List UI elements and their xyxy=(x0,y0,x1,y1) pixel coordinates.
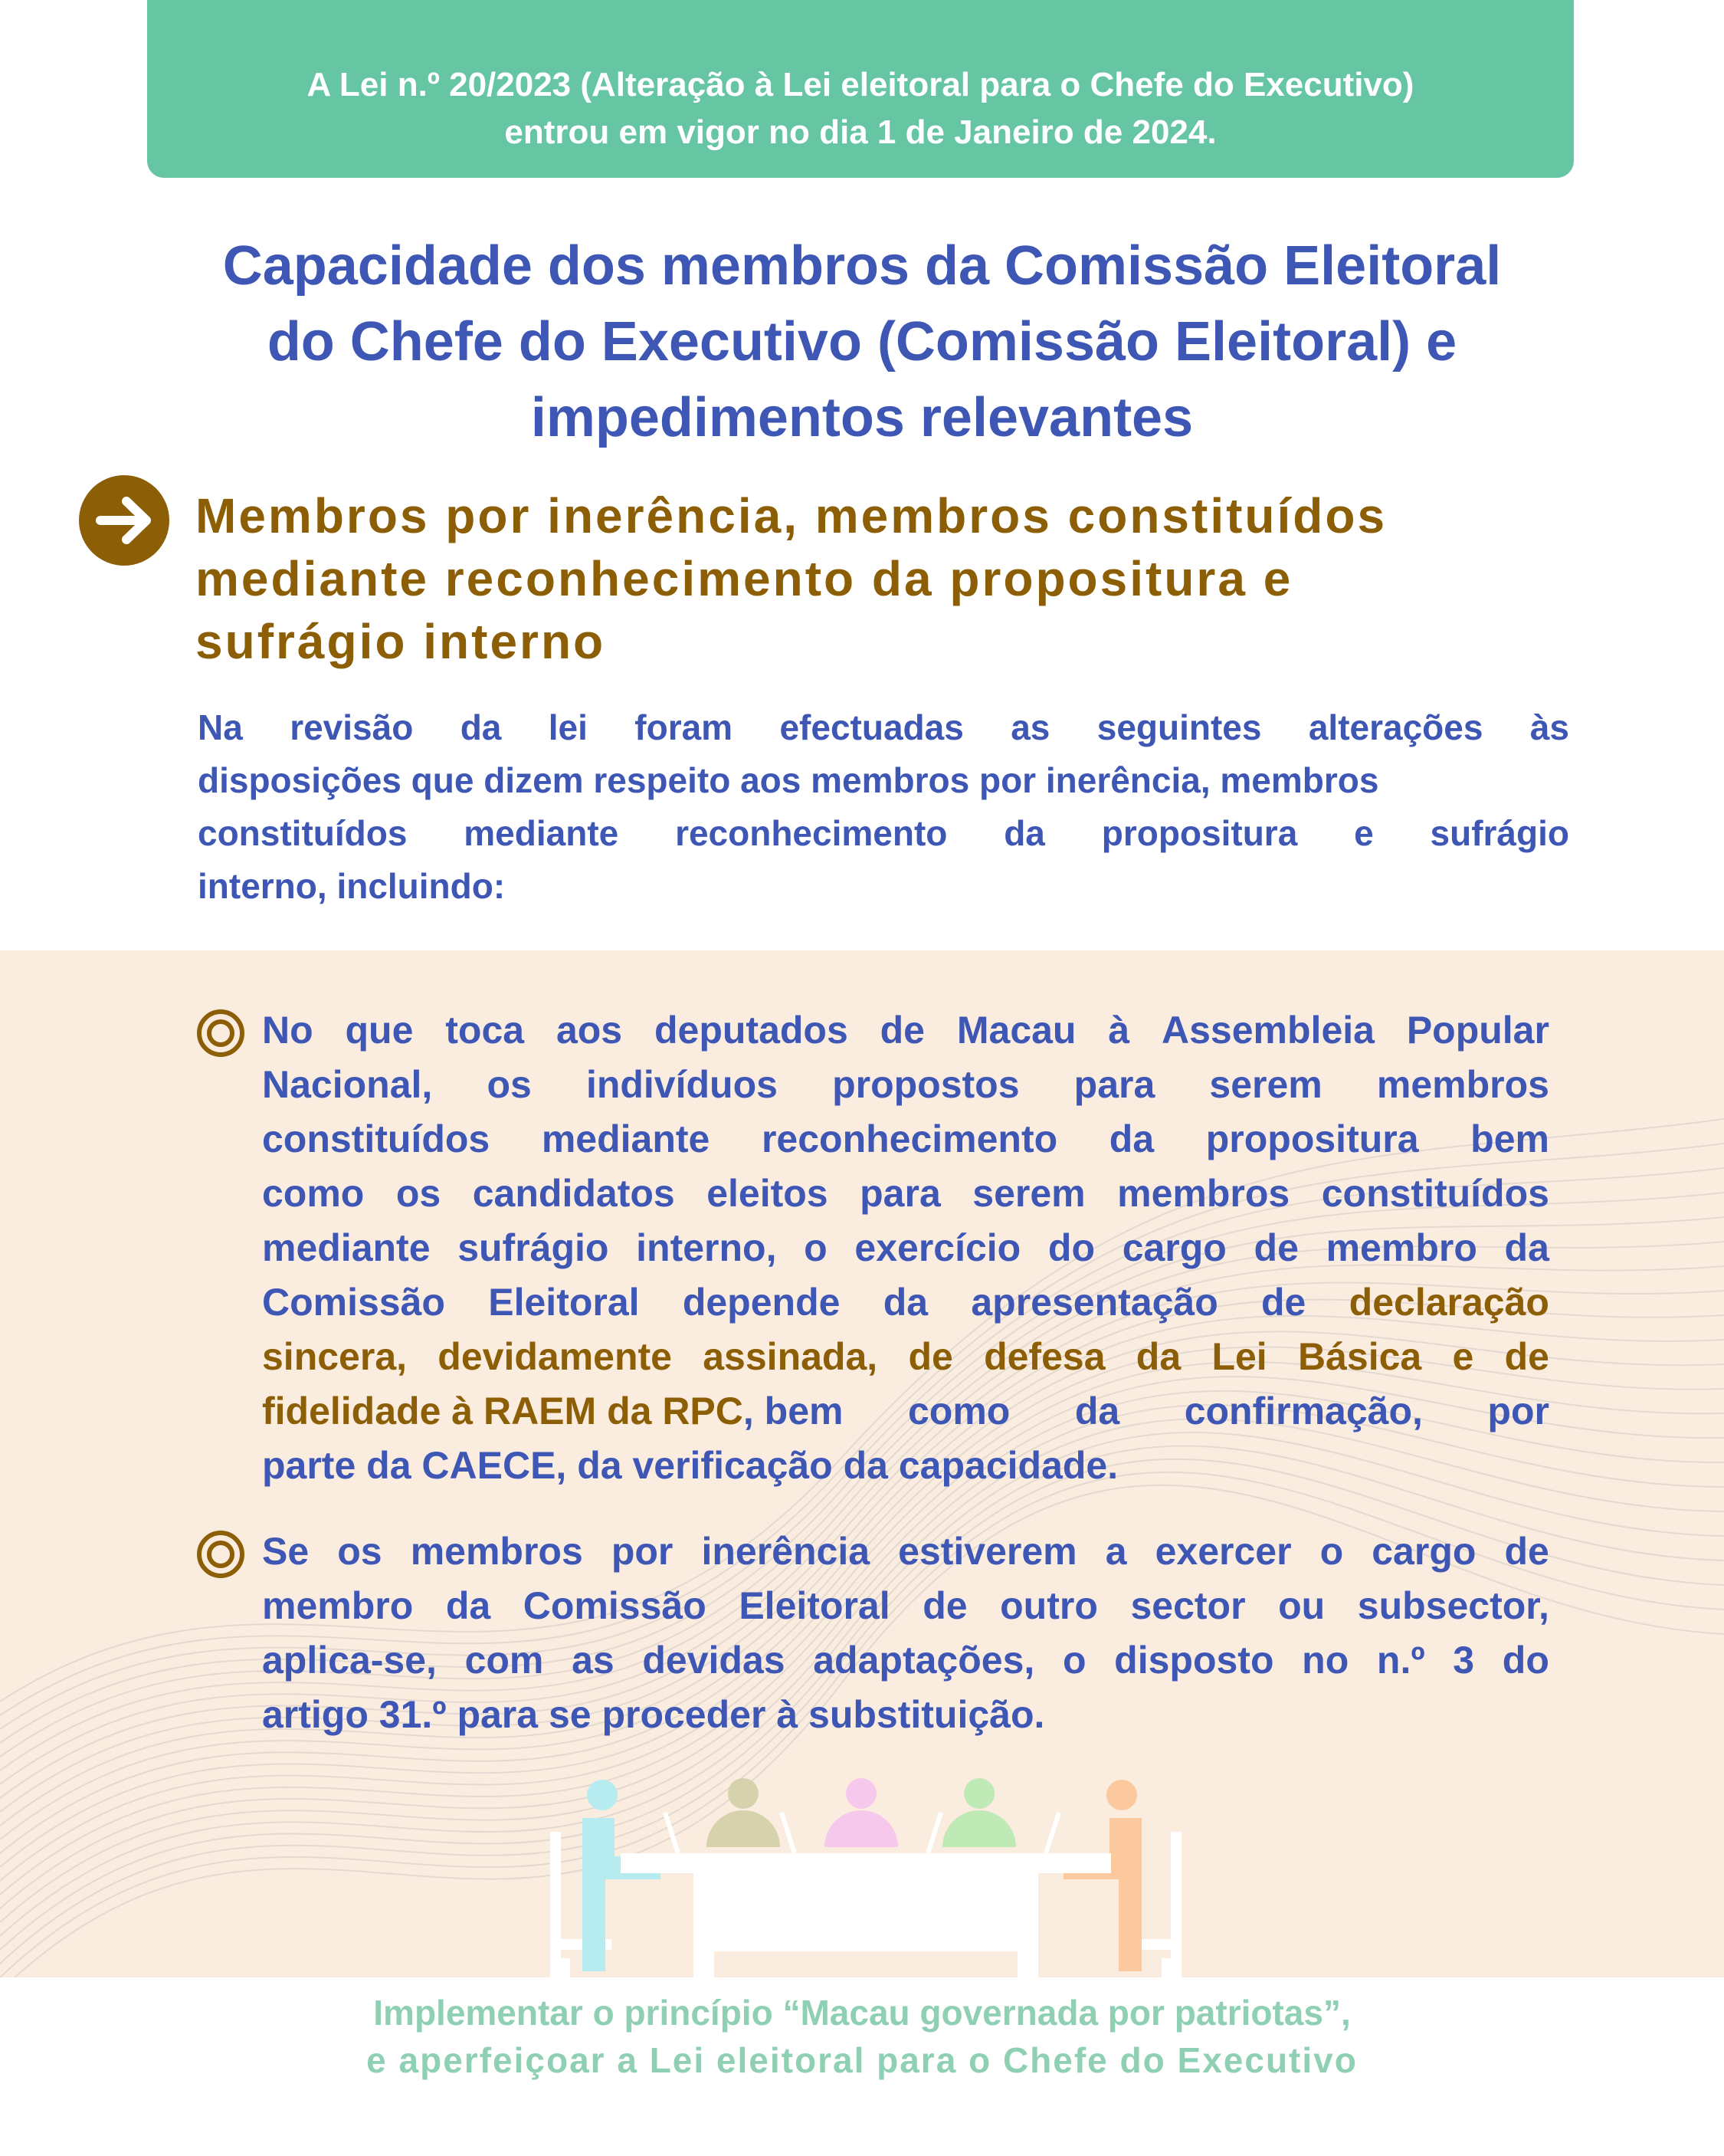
top-banner xyxy=(147,0,1574,178)
meeting-table-people-icon xyxy=(536,1763,1195,1977)
word: de xyxy=(908,1335,953,1378)
word: as xyxy=(1011,707,1050,747)
word: mediante xyxy=(464,813,619,853)
word: por xyxy=(1487,1390,1549,1432)
word: Assembleia xyxy=(1162,1009,1375,1052)
subtitle-line-1: Membros por inerência, membros constituídos xyxy=(195,488,1388,543)
word: no xyxy=(1302,1639,1349,1682)
word: revisão xyxy=(290,707,414,747)
double-circle-icon xyxy=(195,1529,246,1580)
word: defesa xyxy=(984,1335,1106,1378)
bullet-1-line-3 xyxy=(262,1112,1549,1167)
word: adaptações, xyxy=(813,1639,1035,1682)
word: serem xyxy=(1209,1063,1322,1106)
arrow-right-circle-icon xyxy=(79,475,169,566)
word: eleitos xyxy=(706,1172,828,1215)
word: outro xyxy=(1000,1584,1098,1627)
word: à xyxy=(1108,1009,1130,1052)
word: com xyxy=(464,1639,544,1682)
bullet-2-line-4: artigo 31.º para se proceder à substituição. xyxy=(262,1693,1045,1736)
word: Eleitoral xyxy=(739,1584,890,1627)
word: bem xyxy=(1470,1117,1549,1160)
word: , bem xyxy=(742,1390,844,1432)
bullet-1-line-6 xyxy=(262,1275,1549,1330)
word: reconhecimento xyxy=(761,1117,1058,1160)
word: de xyxy=(1504,1335,1549,1378)
word: de xyxy=(1261,1281,1306,1324)
word: deputados xyxy=(654,1009,848,1052)
bullet-2-text xyxy=(262,1524,1549,1742)
word: depende xyxy=(682,1281,841,1324)
word: alterações xyxy=(1308,707,1483,747)
footer-slogan xyxy=(0,1989,1724,2084)
banner-line-1: A Lei n.º 20/2023 (Alteração à Lei eleitoral para o Chefe do Executivo) xyxy=(306,66,1414,103)
bullet-1-line-5 xyxy=(262,1221,1549,1275)
word: cargo xyxy=(1122,1226,1227,1269)
word: indivíduos xyxy=(585,1063,778,1106)
word: seguintes xyxy=(1096,707,1262,747)
intro-line-1 xyxy=(198,701,1569,754)
subtitle-line-2: mediante reconhecimento da propositura e xyxy=(195,551,1293,606)
word: reconhecimento xyxy=(675,813,948,853)
word: Na xyxy=(198,707,243,747)
word: as xyxy=(572,1639,615,1682)
word: interno, xyxy=(636,1226,777,1269)
word: exercer xyxy=(1155,1530,1292,1573)
word: candidatos xyxy=(472,1172,675,1215)
word: aplica-se, xyxy=(262,1639,437,1682)
word: efectuadas xyxy=(779,707,964,747)
word: os xyxy=(487,1063,532,1106)
bullet-1-line-2 xyxy=(262,1058,1549,1112)
word: subsector, xyxy=(1357,1584,1549,1627)
word: e xyxy=(1354,813,1374,853)
bullet-1-line-9: parte da CAECE, da verificação da capacidade. xyxy=(262,1444,1119,1487)
word: sufrágio xyxy=(1430,813,1569,853)
word: membros xyxy=(410,1530,583,1573)
title-line-3: impedimentos relevantes xyxy=(530,387,1194,448)
word: foram xyxy=(634,707,733,747)
intro-line-3 xyxy=(198,807,1569,860)
word: da xyxy=(445,1584,491,1627)
highlight-declaration: declaração xyxy=(1349,1281,1549,1324)
word: disposto xyxy=(1114,1639,1274,1682)
word: de xyxy=(923,1584,968,1627)
word: inerência xyxy=(701,1530,870,1573)
bullet-1-line-7 xyxy=(262,1330,1549,1384)
word: o xyxy=(804,1226,828,1269)
word: mediante xyxy=(262,1226,431,1269)
word: devidas xyxy=(642,1639,785,1682)
word: de xyxy=(1254,1226,1299,1269)
word: 3 xyxy=(1453,1639,1475,1682)
word: aos xyxy=(556,1009,623,1052)
word: sufrágio xyxy=(457,1226,609,1269)
subtitle-line-3: sufrágio interno xyxy=(195,614,606,669)
word: da xyxy=(1504,1226,1549,1269)
bullet-2-line-2 xyxy=(262,1579,1549,1633)
footer-line-2: e aperfeiçoar a Lei eleitoral para o Chefe do Executivo xyxy=(366,2040,1358,2080)
word: os xyxy=(395,1172,441,1215)
highlight-fidelity: fidelidade à RAEM da RPC xyxy=(262,1390,743,1432)
word: da xyxy=(460,707,502,747)
word: No xyxy=(262,1009,313,1052)
word: Lei xyxy=(1211,1335,1267,1378)
word xyxy=(262,1384,843,1439)
word: ou xyxy=(1278,1584,1326,1627)
word: por xyxy=(611,1530,674,1573)
word: Popular xyxy=(1406,1009,1549,1052)
word: devidamente xyxy=(438,1335,672,1378)
intro-line-4: interno, incluindo: xyxy=(198,866,506,906)
word: de xyxy=(880,1009,925,1052)
word: propositura xyxy=(1101,813,1298,853)
word: do xyxy=(1047,1226,1095,1269)
word: o xyxy=(1319,1530,1344,1573)
word: Macau xyxy=(956,1009,1077,1052)
section-subtitle xyxy=(195,484,1590,673)
word: sector xyxy=(1130,1584,1246,1627)
word: a xyxy=(1105,1530,1127,1573)
word: mediante xyxy=(541,1117,710,1160)
bullet-1-text xyxy=(262,1003,1549,1493)
word: constituídos xyxy=(198,813,408,853)
word: lei xyxy=(548,707,588,747)
word: que xyxy=(345,1009,414,1052)
bullet-1-line-8 xyxy=(262,1384,1549,1439)
intro-paragraph xyxy=(198,701,1569,913)
word: toca xyxy=(445,1009,525,1052)
word: da xyxy=(883,1281,929,1324)
word: os xyxy=(337,1530,382,1573)
word: o xyxy=(1062,1639,1087,1682)
word: Nacional, xyxy=(262,1063,433,1106)
word: Se xyxy=(262,1530,310,1573)
word: serem xyxy=(972,1172,1086,1215)
word: cargo xyxy=(1372,1530,1477,1573)
word: de xyxy=(1504,1530,1549,1573)
word: apresentação xyxy=(971,1281,1218,1324)
title-line-2: do Chefe do Executivo (Comissão Eleitoral) e xyxy=(267,311,1457,372)
word: propostos xyxy=(832,1063,1020,1106)
word: da xyxy=(1004,813,1045,853)
word: como xyxy=(262,1172,365,1215)
word: às xyxy=(1529,707,1569,747)
word: constituídos xyxy=(262,1117,490,1160)
word: para xyxy=(1073,1063,1155,1106)
word: constituídos xyxy=(1321,1172,1549,1215)
word: n.º xyxy=(1376,1639,1425,1682)
word: membro xyxy=(262,1584,414,1627)
title-line-1: Capacidade dos membros da Comissão Eleitoral xyxy=(222,235,1502,297)
bullet-1-line-4 xyxy=(262,1167,1549,1221)
word: membro xyxy=(1326,1226,1477,1269)
word: propositura xyxy=(1205,1117,1419,1160)
word: e xyxy=(1452,1335,1474,1378)
intro-line-2: disposições que dizem respeito aos membros por inerência, membros xyxy=(198,760,1379,800)
word: estiverem xyxy=(898,1530,1077,1573)
double-circle-icon xyxy=(195,1008,246,1058)
word: da xyxy=(1136,1335,1182,1378)
word: Eleitoral xyxy=(488,1281,640,1324)
word: membros xyxy=(1376,1063,1549,1106)
word: da xyxy=(1074,1390,1120,1432)
word: Comissão xyxy=(262,1281,445,1324)
word: como xyxy=(907,1390,1011,1432)
bullet-2-line-3 xyxy=(262,1633,1549,1688)
footer-line-1: Implementar o princípio “Macau governada por patriotas”, xyxy=(373,1993,1351,2033)
word: sincera, xyxy=(262,1335,408,1378)
word: membros xyxy=(1117,1172,1290,1215)
word: Comissão xyxy=(523,1584,706,1627)
word: assinada, xyxy=(703,1335,878,1378)
page-title xyxy=(115,228,1609,456)
bullet-1-line-1 xyxy=(262,1003,1549,1058)
word: do xyxy=(1502,1639,1549,1682)
word: para xyxy=(860,1172,941,1215)
word: Básica xyxy=(1297,1335,1422,1378)
word: exercício xyxy=(854,1226,1021,1269)
bullet-2-line-1 xyxy=(262,1524,1549,1579)
word: confirmação, xyxy=(1184,1390,1423,1432)
banner-line-2: entrou em vigor no dia 1 de Janeiro de 2024. xyxy=(504,113,1217,151)
word: da xyxy=(1109,1117,1155,1160)
